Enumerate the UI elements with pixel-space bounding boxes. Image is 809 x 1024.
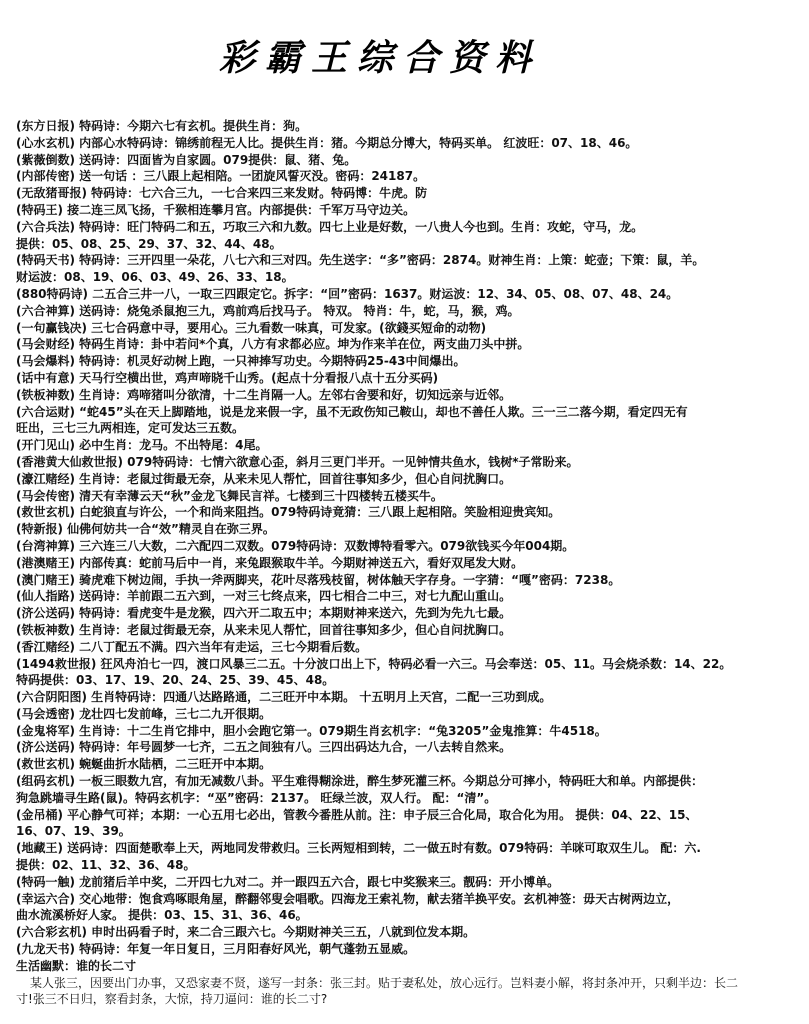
text-line: (幸运六合) 交心地带：饱食鸡啄眼角屋，醉翻邻叟会唱歌。四海龙王索礼物，献去猪羊换平安。玄机神签：毋天古树两边立，	[16, 891, 680, 906]
text-line: (无敌猪哥报) 特码诗：七六合三九，一七合来四三来发财。特码博：牛虎。防	[16, 186, 428, 201]
text-line: (铁板神数) 生肖诗：鸡啼猪叫分欲清，十二生肖隔一人。左邻右舍要和好，切知远亲与近邻。	[16, 387, 512, 402]
text-line: (仙人指路) 送码诗：羊前跟二五六到，一对三七终点来，四七相合二中三，对七九配山重山。	[16, 589, 512, 604]
text-line: (紫薇倒数) 送码诗：四面皆为自家圆。079提供：鼠、猪、兔。	[16, 152, 357, 167]
text-line: (特新报) 仙佛何妨共一合“效”精灵自在弥三界。	[16, 522, 275, 537]
text-line: (880特码诗) 二五合三井一八，一取三四跟定它。拆字：“回”密码：1637。财运波：12、34、05、08、07、48、24。	[16, 286, 679, 301]
text-line: (六合阴阳图) 生肖特码诗：四通八达路路通，二三旺开中本期。 十五明月上天宫，二配一三功到成。	[16, 690, 552, 705]
text-line: 16、07、19、39。	[16, 824, 131, 839]
text-line: (金吊桶) 平心静气可祥；本期：一心五用七必出，管教今番胜从前。注：申子辰三合化局，取合化为用。 提供：04、22、15、	[16, 807, 698, 822]
text-line: 提供：02、11、32、36、48。	[16, 858, 196, 873]
text-line: 特码提供：03、17、19、20、24、25、39、45、48。	[16, 673, 335, 688]
text-line: (话中有意) 天马行空横出世，鸡声啼晓千山秀。(起点十分看报八点十五分买码)	[16, 370, 439, 385]
text-line: (金鬼将军) 生肖诗：十二生肖它排中，胆小会跑它第一。079期生肖玄机字：“兔3205”金鬼推算：牛4518。	[16, 723, 607, 738]
info-lines	[16, 118, 802, 975]
text-line: (济公送码) 特码诗：年号圆梦一七齐，二五之间独有八。三四出码达九合，一八去转自然来。	[16, 740, 512, 755]
text-line: 狗急跳墙寻生路(鼠)。特码玄机字：“巫”密码：2137。 旺绿兰波，双人行。 配：“清”。	[16, 790, 497, 805]
text-line: (心水玄机) 内部心水特码诗：锦绣前程无人比。提供生肖：猪。今期总分博大，特码买单。 红波旺：07、18、46。	[16, 135, 638, 150]
text-line: 财运波：08、19、06、03、49、26、33、18。	[16, 270, 294, 285]
text-line: (救世玄机) 白蛇狼直与许公，一个和尚来阻挡。079特码诗竟猜：三八跟上起相陪。笑脸相迎贵宾知。	[16, 505, 561, 520]
text-line: (内部传密) 送一句话 ：三八跟上起相陪。一团旋风誓灭没。密码：24187。	[16, 169, 426, 184]
text-line: (马会财经) 特码生肖诗：卦中若问*个真，八方有求都必应。坤为作来羊在位，两支曲刀头中拼。	[16, 337, 530, 352]
humor-story	[16, 975, 802, 1009]
text-line: (六合神算) 送码诗：烧兔杀鼠抱三九，鸡前鸡后找马子。 特双。 特肖：牛，蛇，马，猴，鸡。	[16, 303, 520, 318]
text-line: (一句赢钱决) 三七合码意中寻，要用心。三九看数一味真，可发家。(欲錢买短命的动物)	[16, 320, 487, 335]
text-line: (香江赌经) 二八丁配五不满。四六当年有走运，三七今期看后数。	[16, 639, 368, 654]
story-line: 寸!张三不日归，察看封条，大惊，持刀逼问：谁的长二寸?	[16, 992, 328, 1007]
page-title: 彩霸王综合资料	[218, 37, 541, 79]
text-line: (铁板神数) 生肖诗：老鼠过街最无奈，从来未见人帮忙，回首往事知多少，但心自问扰胸口。	[16, 622, 512, 637]
text-line: (救世玄机) 蜿蜒曲折水陆栖，二三旺开中本期。	[16, 757, 272, 772]
text-line: 提供：05、08、25、29、37、32、44、48。	[16, 236, 282, 251]
text-line: (六合彩玄机) 申时出码看子时，来二合三跟六七。今期财神关三五，八就到位发本期。	[16, 925, 476, 940]
text-line: (澳门赌王) 骑虎难下树边闹，手执一斧两脚夹，花叶尽落残枝留，树体触天字存身。一字猜：“嘎”密码：7238。	[16, 572, 621, 587]
text-line: (特码一触) 龙前猪后羊中奖，二开四七九对二。并一跟四五六合，跟七中奖猴来三。靓码：开小博单。	[16, 874, 560, 889]
text-line: (马会传密) 清天有幸薄云天“秋”金龙飞舞民言祥。七楼到三十四楼转五楼买牛。	[16, 488, 443, 503]
text-line: (开门见山) 必中生肖：龙马。不出特尾：4尾。	[16, 438, 268, 453]
text-line: (地藏王) 送码诗：四面楚歌奉上天，两地同发带救归。三长两短相到转，二一做五时有数。079特码：羊咪可取双生儿。 配：六.	[16, 841, 701, 856]
text-line: (九龙天书) 特码诗：年复一年日复日，三月阳春好风光，朝气蓬勃五显威。	[16, 942, 416, 957]
text-line: (香港黄大仙救世报) 079特码诗：七情六欲意心歪，斜月三更门半开。一见钟情共鱼水，钱树*子常盼来。	[16, 454, 579, 469]
text-line: (台湾神算) 三六连三八大数，二六配四二双数。079特码诗：双数博特看零六。079欲钱买今年004期。	[16, 538, 575, 553]
text-line: (濠江赌经) 生肖诗：老鼠过街最无奈，从来未见人帮忙，回首往事知多少，但心自问扰胸口。	[16, 471, 512, 486]
text-line: (特码王) 接二连三凤飞扬，千猴相连攀月宫。内部提供：千军万马守边关。	[16, 202, 416, 217]
text-line: (特码天书) 特码诗：三开四里一朵花，八七六和三对四。先生送字：“多”密码：2874。财神生肖：上策：蛇壶；下策：鼠，羊。	[16, 253, 705, 268]
article-body	[16, 118, 802, 1008]
text-line: (马会透密) 龙壮四七发前峰，三七二九开很期。	[16, 706, 272, 721]
text-line: (组码玄机) 一板三眼数九宫，有加无减数八卦。平生难得糊涂进，醉生梦死灌三杯。今期总分可摔小，特码旺大和单。内部提供：	[16, 774, 704, 789]
text-line: (马会爆料) 特码诗：机灵好动树上跑，一只神捧写功史。今期特码25-43中间爆出。	[16, 354, 466, 369]
text-line: (六合兵法) 特码诗：旺门特码二和五，巧取三六和九数。四七上业是好数，一八贵人今也到。生肖：攻蛇，守马，龙。	[16, 219, 644, 234]
text-line: 旺出，三七三九两相连，定可发达三五数。	[16, 421, 245, 436]
text-line: (六合运财) “蛇45”头在天上脚踏地，说是龙来假一字，虽不无政伤知己鞍山，却也不善任人欺。三一三二落今期，看定四无有	[16, 404, 688, 419]
text-line: 生活幽默：谁的长二寸	[16, 958, 137, 973]
text-line: (济公送码) 特码诗：看虎变牛是龙猴，四六开二取五中；本期财神来送六，先到为先九七最。	[16, 606, 512, 621]
text-line: (1494救世报) 狂风舟泊七一四，渡口风暴三二五。十分波口出上下，特码必看一六三。马会奉送：05、11。马会烧杀数：14、22。	[16, 656, 732, 671]
text-line: (港澳赌王) 内部传真：蛇前马后中一肖，来兔跟猴取牛羊。今期财神送五六，看好双尾发大财。	[16, 555, 524, 570]
text-line: (东方日报) 特码诗：今期六七有玄机。提供生肖：狗。	[16, 119, 308, 133]
story-line: 某人张三，因要出门办事，又恐家妻不贤，遂写一封条：张三封。贴于妻私处，放心远行。岂料妻小解，将封条冲开，只剩半边：长二	[30, 975, 739, 990]
text-line: 曲水流溪桥好人家。 提供：03、15、31、36、46。	[16, 908, 308, 923]
